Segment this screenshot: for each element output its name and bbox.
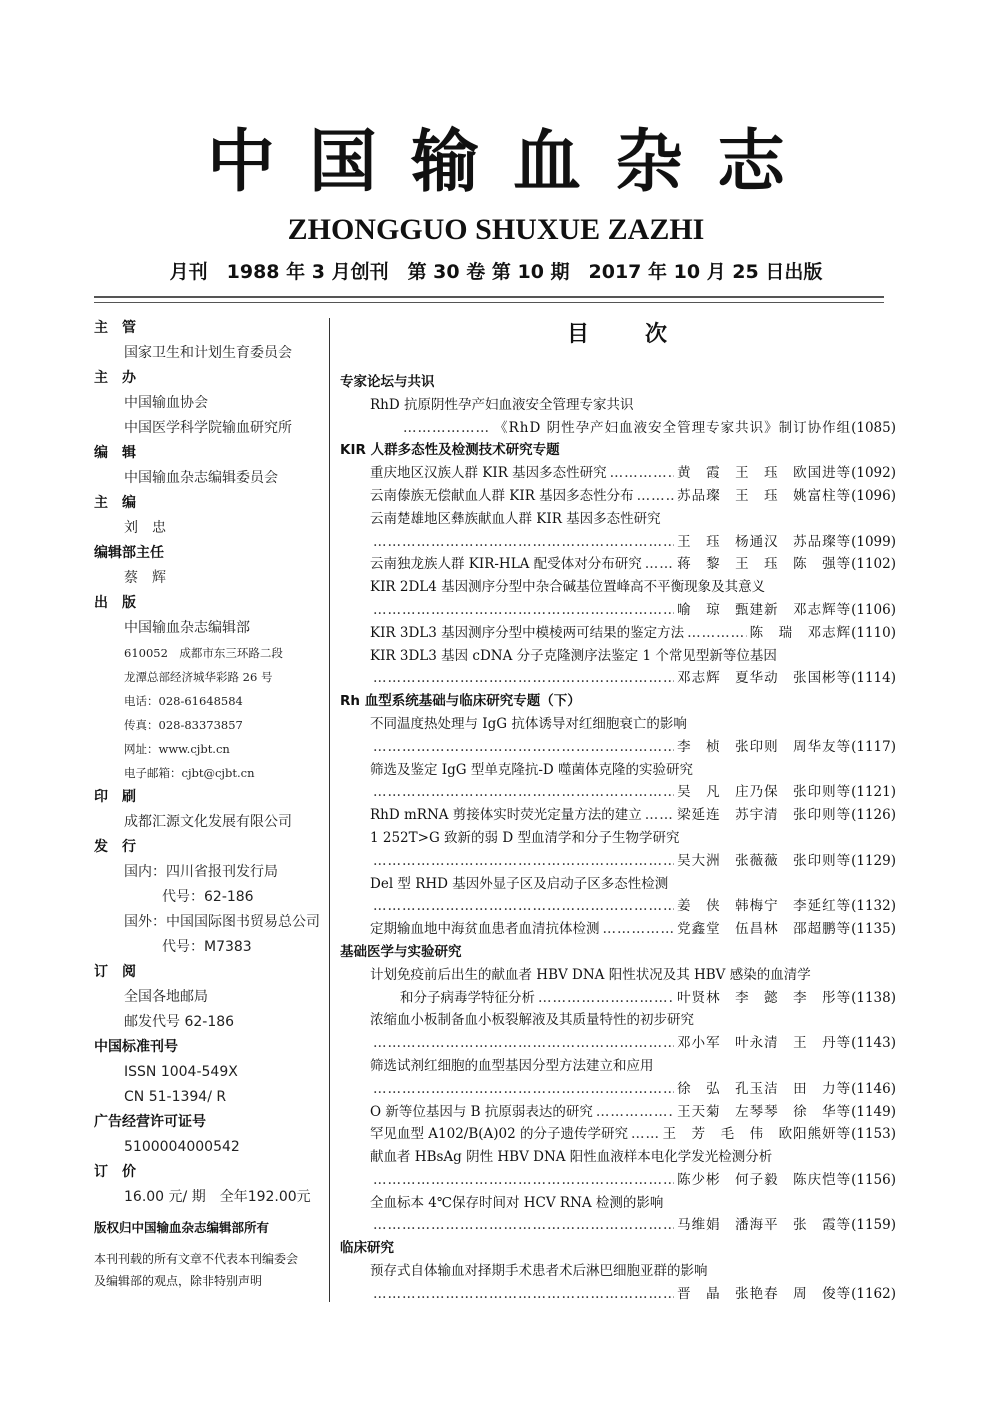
sidebar-section-price <box>94 1160 326 1210</box>
sidebar-heading: 编 辑 <box>94 445 136 461</box>
sidebar-section-sponsor <box>94 366 326 441</box>
sidebar-heading: 订 价 <box>94 1164 136 1180</box>
toc-entry-page: (1149) <box>851 1103 896 1120</box>
toc-entry-authors: 邓志辉 夏华动 张国彬等 <box>677 670 852 687</box>
toc-entry-page: (1102) <box>851 556 896 573</box>
toc-entry <box>340 804 896 827</box>
sidebar-section-subscription <box>94 960 326 1035</box>
toc-article-title: 筛选试剂红细胞的血型基因分型方法建立和应用 <box>370 1057 654 1074</box>
sidebar-section-publisher <box>94 591 326 785</box>
toc-article-title: 云南楚雄地区彝族献血人群 KIR 基因多态性研究 <box>370 510 661 527</box>
toc-entry <box>340 850 896 873</box>
toc-entry-page: (1106) <box>851 601 896 618</box>
toc-entry-authors: 梁延连 苏宇清 张印则等 <box>677 807 852 824</box>
toc-entry-authors: 喻 琼 甄建新 邓志辉等 <box>677 601 852 618</box>
disclaimer-line: 及编辑部的观点，除非特别声明 <box>94 1274 263 1288</box>
toc-entry-authors: 徐 弘 孔玉洁 田 力等 <box>677 1080 852 1097</box>
toc-entry-page: (1121) <box>851 784 896 801</box>
leader-dots <box>645 804 674 827</box>
leader-dots <box>373 1078 674 1101</box>
sidebar-line: 全国各地邮局 <box>124 989 208 1005</box>
leader-dots <box>373 736 674 759</box>
toc-entry <box>340 987 896 1010</box>
toc-entry <box>340 1101 896 1124</box>
toc-article-title: 1 252T>G 致新的弱 D 型血清学和分子生物学研究 <box>370 829 680 846</box>
email-line: 电子邮箱：cjbt@cjbt.cn <box>124 766 255 780</box>
leader-dots <box>687 622 746 645</box>
sidebar-line: 16.00 元/ 期 全年192.00元 <box>124 1189 311 1205</box>
toc-entry-page: (1156) <box>851 1171 896 1188</box>
toc-entry-title: 和分子病毒学特征分析 <box>400 989 535 1006</box>
leader-dots <box>538 987 674 1010</box>
sidebar-line: 中国输血杂志编辑委员会 <box>124 470 278 486</box>
toc-entry <box>340 531 896 554</box>
toc-entry <box>340 1032 896 1055</box>
toc-entry <box>340 485 896 508</box>
sidebar-line: 邮发代号 62-186 <box>124 1014 235 1030</box>
toc-article-title: 浓缩血小板制备血小板裂解液及其质量特性的初步研究 <box>370 1012 694 1029</box>
toc-entry-page: (1159) <box>851 1217 896 1234</box>
sidebar-line: 中国医学科学院输血研究所 <box>124 420 292 436</box>
toc-category: 临床研究 <box>340 1240 394 1257</box>
leader-dots <box>373 1214 674 1237</box>
toc-article-title: 筛选及鉴定 IgG 型单克隆抗-D 噬菌体克隆的实验研究 <box>370 761 694 778</box>
toc-entry-authors: 陈 瑞 邓志辉 <box>749 624 852 641</box>
header-rule-thick <box>94 296 884 298</box>
sidebar-section-chief-editor <box>94 491 326 541</box>
sidebar-section-editor <box>94 441 326 491</box>
toc-entry-authors: 王 芳 毛 伟 欧阳熊妍等 <box>662 1126 852 1143</box>
sidebar-section-office-director <box>94 541 326 591</box>
toc-entry <box>340 599 896 622</box>
toc-entry-page: (1162) <box>851 1285 896 1302</box>
sidebar-line: 国内：四川省报刊发行局 <box>124 864 278 880</box>
toc-entry-authors: 晋 晶 张艳春 周 俊等 <box>677 1285 852 1302</box>
toc-entry <box>340 417 896 440</box>
toc-entry-authors: 邓小军 叶永清 王 丹等 <box>677 1035 852 1052</box>
toc-article-title: 献血者 HBsAg 阴性 HBV DNA 阳性血液样本电化学发光检测分析 <box>370 1149 773 1166</box>
toc-entry-authors: 马维娟 潘海平 张 霞等 <box>677 1217 852 1234</box>
toc-title: 目次 <box>567 322 724 347</box>
sidebar-heading: 主 编 <box>94 495 136 511</box>
toc-entry-page: (1117) <box>851 738 896 755</box>
sidebar-heading: 出 版 <box>94 595 136 611</box>
publication-info: 月刊 1988 年 3 月创刊 第 30 卷 第 10 期 2017 年 10 月 25 日出版 <box>169 261 823 283</box>
toc-category: 专家论坛与共识 <box>340 374 435 390</box>
toc-entry-page: (1135) <box>851 921 896 938</box>
website-line: 网址：www.cjbt.cn <box>124 742 230 756</box>
toc-entry <box>340 462 896 485</box>
toc-entry-authors: 叶贤林 李 懿 李 彤等 <box>677 989 852 1006</box>
toc-entry-title: 定期输血地中海贫血患者血清抗体检测 <box>370 921 600 938</box>
toc-entry <box>340 1283 896 1306</box>
sidebar-section-distribution <box>94 835 326 960</box>
toc-entry-authors: 蒋 黎 王 珏 陈 强等 <box>677 556 852 573</box>
toc-entry-page: (1129) <box>851 852 896 869</box>
toc-entry-title: 云南独龙族人群 KIR-HLA 配受体对分布研究 <box>370 556 642 573</box>
toc-article-title: KIR 2DL4 基因测序分型中杂合碱基位置峰高不平衡现象及其意义 <box>370 579 766 596</box>
toc-category: KIR 人群多态性及检测技术研究专题 <box>340 442 560 459</box>
toc-entry-page: (1099) <box>851 533 896 550</box>
masthead-sidebar <box>94 316 326 1292</box>
sidebar-line: 5100004000542 <box>124 1139 240 1155</box>
disclaimer <box>94 1248 326 1292</box>
sidebar-section-printer <box>94 785 326 835</box>
toc-entry <box>340 918 896 941</box>
toc-entry <box>340 781 896 804</box>
toc-entry-page: (1126) <box>851 807 896 824</box>
leader-dots <box>610 462 674 485</box>
sidebar-line: 国外：中国国际图书贸易总公司 <box>124 914 320 930</box>
journal-title: 中国输血杂志 <box>206 123 819 202</box>
sidebar-section-ad-license <box>94 1110 326 1160</box>
toc-entry <box>340 553 896 576</box>
address-line: 610052 成都市东三环路二段 <box>124 646 283 660</box>
toc-entry-authors: 吴大洲 张薇薇 张印则等 <box>677 852 852 869</box>
sidebar-heading: 印 刷 <box>94 789 136 805</box>
leader-dots <box>373 895 674 918</box>
sidebar-line: 成都汇源文化发展有限公司 <box>124 814 292 830</box>
leader-dots <box>373 781 674 804</box>
toc-article-title: 不同温度热处理与 IgG 抗体诱导对红细胞衰亡的影响 <box>370 715 687 732</box>
sidebar-line: 中国输血协会 <box>124 395 208 411</box>
sidebar-line: ISSN 1004-549X <box>124 1064 238 1080</box>
toc-entry <box>340 1214 896 1237</box>
toc-entry-title: 云南傣族无偿献血人群 KIR 基因多态性分布 <box>370 487 634 504</box>
toc-entry <box>340 1078 896 1101</box>
sidebar-line: 中国输血杂志编辑部 <box>124 620 250 636</box>
toc-entry <box>340 1123 896 1146</box>
toc-entry-authors: 陈少彬 何子毅 陈庆恺等 <box>677 1171 852 1188</box>
sidebar-heading: 编辑部主任 <box>94 545 164 561</box>
sidebar-heading: 中国标准刊号 <box>94 1039 178 1055</box>
sidebar-heading: 发 行 <box>94 839 136 855</box>
toc-entry-authors: 王 珏 杨通汉 苏品璨等 <box>677 533 852 550</box>
toc-entry-page: (1143) <box>851 1035 896 1052</box>
toc-entry <box>340 895 896 918</box>
toc-article-title: 全血标本 4℃保存时间对 HCV RNA 检测的影响 <box>370 1194 664 1211</box>
toc-article-title: 预存式自体输血对择期手术患者术后淋巴细胞亚群的影响 <box>370 1263 708 1280</box>
toc-entry-authors: 苏品璨 王 珏 姚富柱等 <box>677 487 852 504</box>
toc-entry-authors: 姜 侠 韩梅宁 李延红等 <box>677 898 852 915</box>
toc-entry-authors: 黄 霞 王 珏 欧国进等 <box>677 465 852 482</box>
fax-line: 传真：028-83373857 <box>124 718 243 732</box>
header-rule-thin <box>94 302 884 303</box>
toc-entry-page: (1138) <box>851 989 896 1006</box>
disclaimer-line: 本刊刊载的所有文章不代表本刊编委会 <box>94 1252 299 1266</box>
sidebar-line: 代号：M7383 <box>162 939 252 955</box>
sidebar-heading: 订 阅 <box>94 964 136 980</box>
leader-dots <box>373 599 674 622</box>
toc-entry-authors: 李 桢 张印则 周华友等 <box>677 738 852 755</box>
toc-entry-page: (1085) <box>851 419 896 436</box>
leader-dots <box>645 553 674 576</box>
copyright-notice: 版权归中国输血杂志编辑部所有 <box>94 1220 270 1235</box>
leader-dots <box>373 1283 674 1306</box>
toc-article-title: Del 型 RHD 基因外显子区及启动子区多态性检测 <box>370 875 669 892</box>
sidebar-line: 国家卫生和计划生育委员会 <box>124 345 292 361</box>
leader-dots <box>631 1123 660 1146</box>
toc-entry-authors: 王天菊 左琴琴 徐 华等 <box>677 1103 852 1120</box>
sidebar-heading: 广告经营许可证号 <box>94 1114 206 1130</box>
sidebar-heading: 主 办 <box>94 370 136 386</box>
toc-entry-page: (1146) <box>851 1080 896 1097</box>
leader-dots <box>373 531 674 554</box>
toc-entry-page: (1092) <box>851 465 896 482</box>
column-divider <box>329 318 330 1302</box>
leader-dots <box>603 918 675 941</box>
sidebar-line: 刘 忠 <box>124 520 166 536</box>
toc-entry-page: (1114) <box>851 670 896 687</box>
sidebar-heading: 主 管 <box>94 320 136 336</box>
address-line: 龙潭总部经济城华彩路 26 号 <box>124 670 273 684</box>
toc-article-title: RhD 抗原阴性孕产妇血液安全管理专家共识 <box>370 396 634 413</box>
toc-entry <box>340 736 896 759</box>
sidebar-line: CN 51-1394/ R <box>124 1089 227 1105</box>
toc-entry <box>340 667 896 690</box>
toc-entry-title: 重庆地区汉族人群 KIR 基因多态性研究 <box>370 465 607 482</box>
toc-entry-title: 罕见血型 A102/B(A)02 的分子遗传学研究 <box>370 1126 629 1143</box>
toc-entry-authors: 《RhD 阴性孕产妇血液安全管理专家共识》制订协作组 <box>494 419 852 436</box>
sidebar-line: 代号：62-186 <box>162 889 254 905</box>
toc-entry-title: O 新等位基因与 B 抗原弱表达的研究 <box>370 1103 593 1120</box>
journal-pinyin-title: ZHONGGUO SHUXUE ZAZHI <box>287 213 705 246</box>
toc-entry-title: KIR 3DL3 基因测序分型中模棱两可结果的鉴定方法 <box>370 624 685 641</box>
toc-entry-page: (1096) <box>851 487 896 504</box>
toc-entry-title: RhD mRNA 剪接体实时荧光定量方法的建立 <box>370 807 642 824</box>
sidebar-line: 蔡 辉 <box>124 570 166 586</box>
toc-category: Rh 血型系统基础与临床研究专题（下） <box>340 693 581 710</box>
toc-article-title: KIR 3DL3 基因 cDNA 分子克隆测序法鉴定 1 个常见型新等位基因 <box>370 647 777 664</box>
toc-entry <box>340 622 896 645</box>
toc-entry-authors: 党鑫堂 伍昌林 邵超鹏等 <box>677 921 852 938</box>
toc-entry <box>340 1169 896 1192</box>
toc-entry-page: (1153) <box>851 1126 896 1143</box>
toc-category: 基础医学与实验研究 <box>340 943 462 960</box>
phone-line: 电话：028-61648584 <box>124 694 243 708</box>
toc-entry-page: (1132) <box>851 898 896 915</box>
sidebar-section-supervisor <box>94 316 326 366</box>
table-of-contents <box>340 371 896 1306</box>
toc-entry-page: (1110) <box>851 624 896 641</box>
sidebar-section-issn <box>94 1035 326 1110</box>
leader-dots <box>637 485 674 508</box>
toc-entry-authors: 吴 凡 庄乃保 张印则等 <box>677 784 852 801</box>
toc-article-title: 计划免疫前后出生的献血者 HBV DNA 阳性状况及其 HBV 感染的血清学 <box>370 966 811 983</box>
leader-dots <box>373 850 674 873</box>
leader-dots <box>373 667 674 690</box>
leader-dots <box>373 1169 674 1192</box>
leader-dots <box>403 417 491 440</box>
leader-dots <box>596 1101 674 1124</box>
leader-dots <box>373 1032 674 1055</box>
